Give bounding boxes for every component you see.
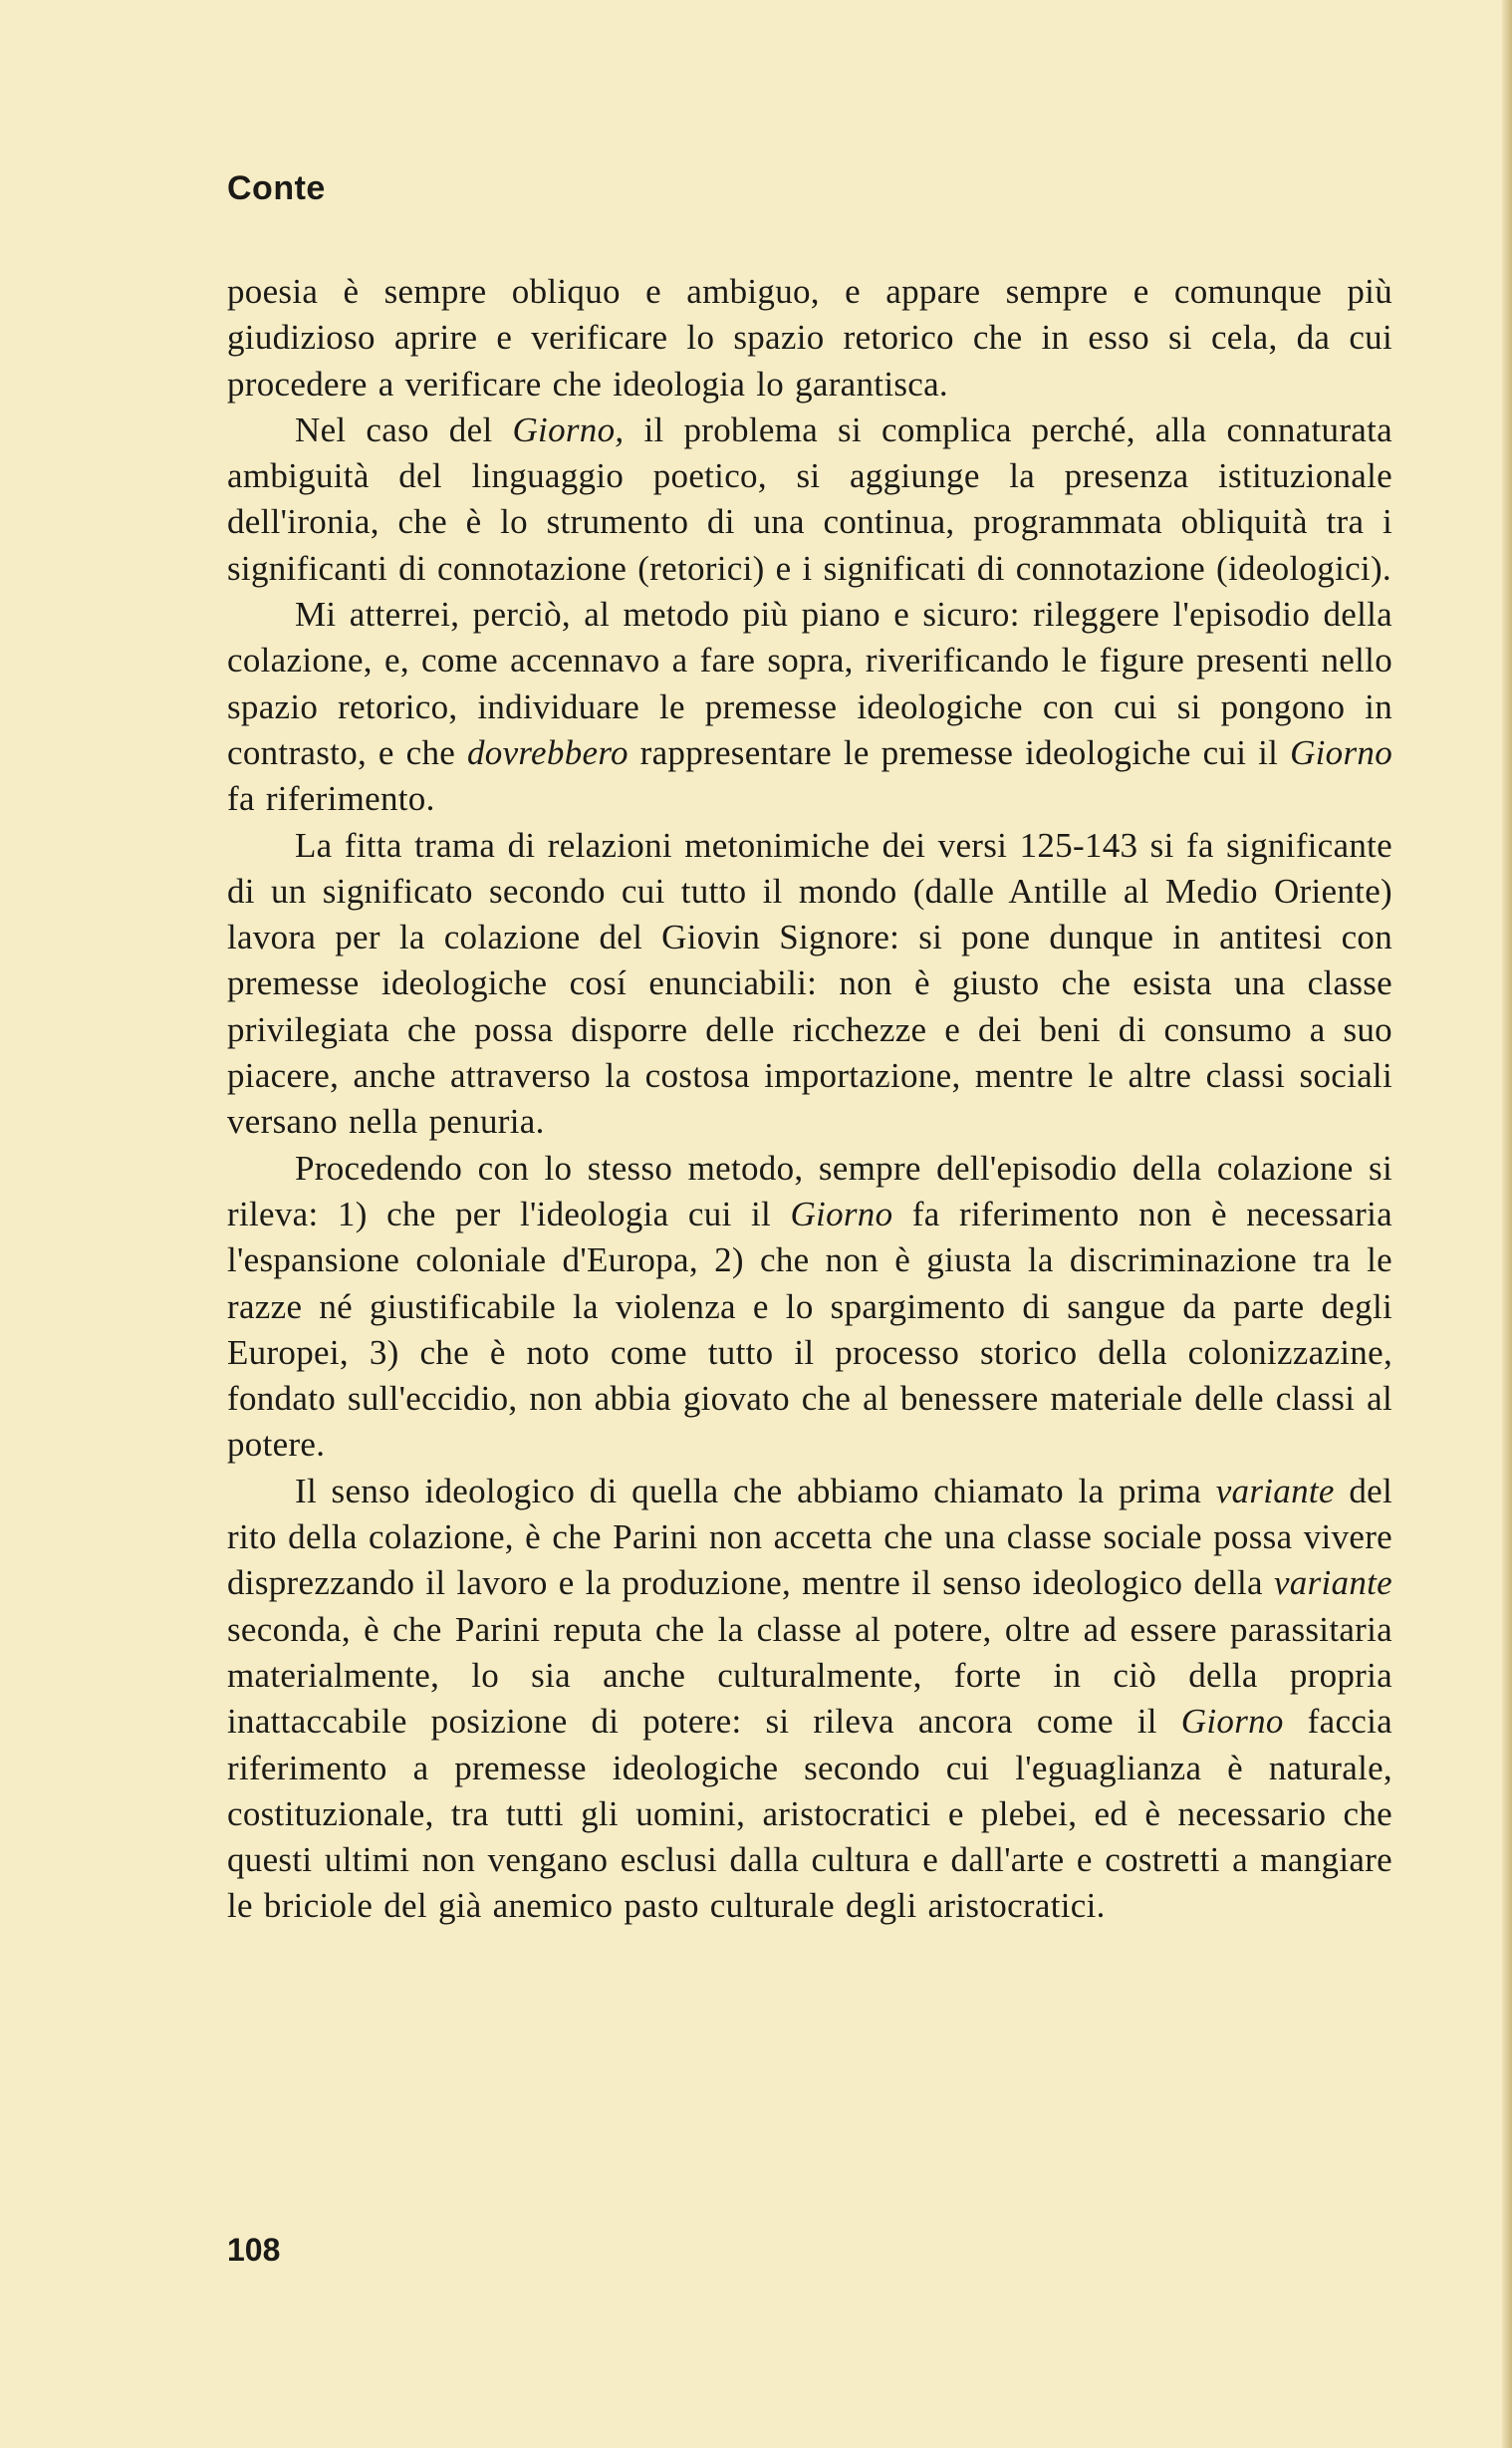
italic-emphasis: dovrebbero [467, 732, 629, 772]
paragraph-5: Procedendo con lo stesso metodo, sempre dell'episodio della colazione si rileva: 1) che per l'ideologia cui il Giorno fa riferimento non è necessaria l'espansione coloniale d'Europa, 2) che non è giusta la discriminazione tra le razze né giustificabile la violenza e lo spargimento di sangue da parte degli Europei, 3) che è noto come tutto il processo storico della colonizzazine, fondato sull'eccidio, non abbia giovato che al benessere materiale delle classi al potere. [227, 1148, 1392, 1465]
italic-title: Giorno [790, 1194, 893, 1233]
paragraph-4: La fitta trama di relazioni metonimiche dei versi 125-143 si fa significante di un significato secondo cui tutto il mondo (dalle Antille al Medio Oriente) lavora per la colazione del Giovin Signore: si pone dunque in antitesi con premesse ideologiche cosí enunciabili: non è giusto che esista una classe privilegiata che possa disporre delle ricchezze e dei beni di consumo a suo piacere, anche attraverso la costosa importazione, mentre le altre classi sociali versano nella penuria. [227, 825, 1392, 1142]
page-number: 108 [227, 2232, 281, 2268]
body-text [227, 269, 1392, 1930]
paragraph-3: Mi atterrei, perciò, al metodo più piano e sicuro: rileggere l'episodio della colazione, e, come accennavo a fare sopra, riverificando le figure presenti nello spazio retorico, individuare le premesse ideologiche con cui si pongono in contrasto, e che dovrebbero rappresentare le premesse ideologiche cui il Giorno fa riferimento. [227, 595, 1392, 819]
italic-title: Giorno [1180, 1702, 1284, 1742]
running-header: Conte [227, 169, 326, 207]
italic-title: Giorno [1290, 732, 1392, 772]
italic-title: Giorno, [512, 409, 625, 449]
paragraph-1: poesia è sempre obliquo e ambiguo, e appare sempre e comunque più giudizioso aprire e verificare lo spazio retorico che in esso si cela, da cui procedere a verificare che ideologia lo garantisca. [227, 272, 1392, 404]
italic-term: variante [1273, 1563, 1392, 1603]
page-edge [1502, 0, 1512, 2448]
italic-term: variante [1215, 1471, 1335, 1510]
paragraph-2: Nel caso del Giorno, il problema si complica perché, alla connaturata ambiguità del linguaggio poetico, si aggiunge la presenza istituzionale dell'ironia, che è lo strumento di una continua, programmata obliquità tra i significanti di connotazione (retorici) e i significati di connotazione (ideologici). [227, 409, 1392, 588]
paragraph-6: Il senso ideologico di quella che abbiamo chiamato la prima variante del rito della colazione, è che Parini non accetta che una classe sociale possa vivere disprezzando il lavoro e la produzione, mentre il senso ideologico della variante seconda, è che Parini reputa che la classe al potere, oltre ad essere parassitaria materialmente, lo sia anche culturalmente, forte in ciò della propria inattaccabile posizione di potere: si rileva ancora come il Giorno faccia riferimento a premesse ideologiche secondo cui l'eguaglianza è naturale, costituzionale, tra tutti gli uomini, aristocratici e plebei, ed è necessario che questi ultimi non vengano esclusi dalla cultura e dall'arte e costretti a mangiare le briciole del già anemico pasto culturale degli aristocratici. [227, 1471, 1392, 1926]
